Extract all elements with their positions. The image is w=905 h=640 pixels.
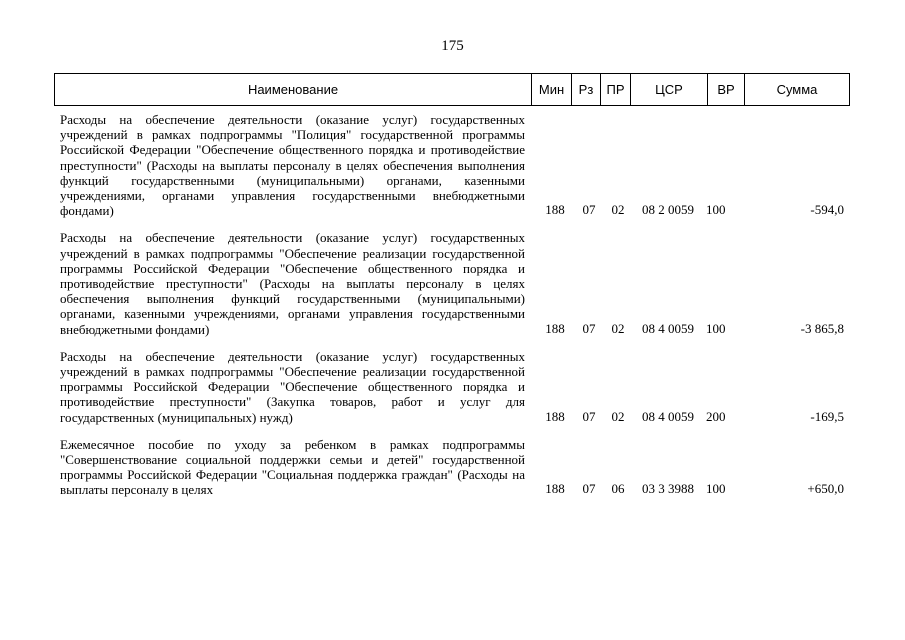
row-csr: 08 4 0059: [642, 320, 694, 336]
header-pr: ПР: [601, 74, 631, 106]
header-min: Мин: [532, 74, 572, 106]
row-sum: -594,0: [810, 202, 844, 218]
row-name: Ежемесячное пособие по уходу за ребенком в рамках подпрограммы "Совершенствование социальной поддержки семьи и детей" государственной программы Российской Федерации "Социальная поддержка граждан" (Расходы на выплаты персоналу в целях: [60, 436, 525, 498]
header-name: Наименование: [55, 74, 532, 106]
row-sum: +650,0: [807, 481, 844, 497]
row-pr: 02: [611, 202, 625, 218]
header-sum: Сумма: [745, 74, 850, 106]
row-rz: 07: [582, 481, 596, 497]
header-csr: ЦСР: [631, 74, 708, 106]
row-pr: 02: [611, 408, 625, 424]
row-vr: 200: [706, 408, 726, 424]
table-body: [60, 112, 860, 510]
row-rz: 07: [582, 320, 596, 336]
header-vr: ВР: [708, 74, 745, 106]
table-row: [60, 437, 860, 498]
row-vr: 100: [706, 320, 726, 336]
row-name: Расходы на обеспечение деятельности (оказание услуг) государственных учреждений в рамках подпрограммы "Обеспечение реализации государственной программы Российской Федерации "Обеспечение общественного порядка и противодействие преступности" (Расходы на выплаты персоналу в целях обеспечения выполнения функций государственными (муниципальными) органами, казенными учреждениями, органами управления государственными внебюджетными фондами): [60, 230, 525, 337]
row-rz: 07: [582, 408, 596, 424]
row-min: 188: [545, 481, 565, 497]
row-vr: 100: [706, 202, 726, 218]
row-name: Расходы на обеспечение деятельности (оказание услуг) государственных учреждений в рамках подпрограммы "Полиция" государственной программы Российской Федерации "Обеспечение общественного порядка и противодействие преступности" (Расходы на выплаты персоналу в целях обеспечения выполнения функций государственными (муниципальными) органами, казенными учреждениями, органами управления государственными внебюджетными фондами): [60, 112, 525, 219]
table-header: [54, 73, 850, 106]
row-csr: 03 3 3988: [642, 481, 694, 497]
table-row: [60, 349, 860, 425]
table-row: [60, 230, 860, 336]
row-csr: 08 4 0059: [642, 408, 694, 424]
header-rz: Рз: [572, 74, 601, 106]
row-pr: 06: [611, 481, 625, 497]
row-name: Расходы на обеспечение деятельности (оказание услуг) государственных учреждений в рамках подпрограммы "Обеспечение реализации государственной программы Российской Федерации "Обеспечение общественного порядка и противодействие преступности" (Закупка товаров, работ и услуг для государственных (муниципальных) нужд): [60, 348, 525, 425]
row-sum: -3 865,8: [800, 320, 844, 336]
row-pr: 02: [611, 320, 625, 336]
table-row: [60, 112, 860, 218]
row-rz: 07: [582, 202, 596, 218]
row-min: 188: [545, 320, 565, 336]
row-min: 188: [545, 408, 565, 424]
row-min: 188: [545, 202, 565, 218]
page-number: 175: [441, 38, 464, 54]
row-csr: 08 2 0059: [642, 202, 694, 218]
row-vr: 100: [706, 481, 726, 497]
row-sum: -169,5: [810, 408, 844, 424]
